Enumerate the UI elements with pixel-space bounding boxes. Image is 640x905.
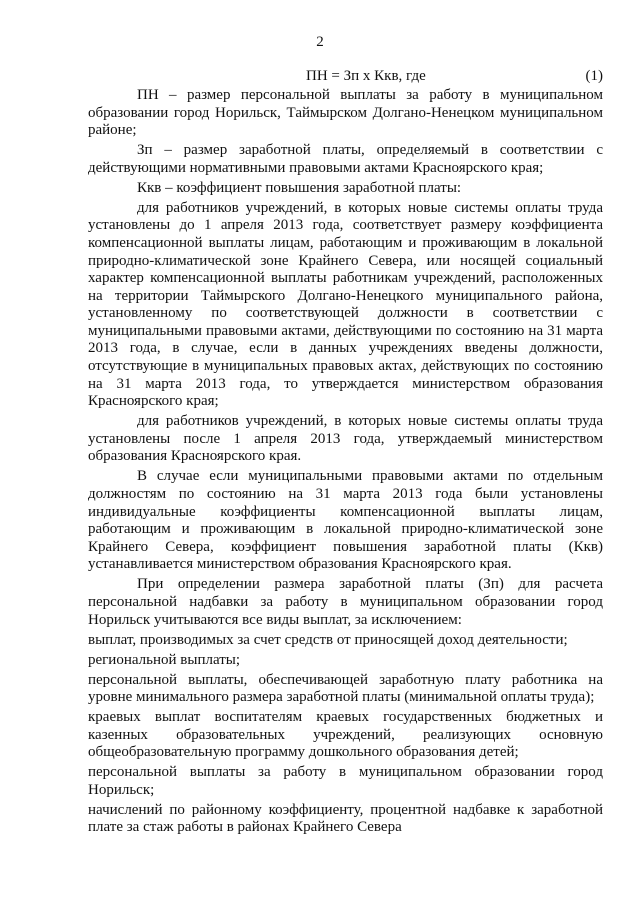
list-item-norilsk-personal-payment: персональной выплаты за работу в муниципальном образовании город Норильск; — [88, 764, 603, 798]
document-body — [88, 87, 603, 837]
paragraph-kkv-definition: Ккв – коэффициент повышения заработной платы: — [137, 179, 462, 196]
paragraph-pn-definition: ПН – размер персональной выплаты за работу в муниципальном образовании город Норильск, Таймырском Долгано-Ненецком муниципальном районе; — [88, 87, 603, 139]
page-number: 2 — [316, 34, 324, 50]
list-item-regional-payment: региональной выплаты; — [88, 651, 241, 668]
formula-line — [88, 68, 603, 88]
paragraph-before-april-2013: для работников учреждений, в которых новые системы оплаты труда установлены до 1 апреля 2013 года, соответствует размеру коэффициента компенсационной выплаты лицам, работающим и проживающим в локальной природно-климатической зоне Крайнего Севера, или носящей социальный характер компенсационной выплаты работникам учреждений, расположенных на территории Таймырского Долгано-Ненецкого муниципального района, установленному по соответствующей должности в соответствии с муниципальными правовыми актами, действующими по состоянию на 31 марта 2013 года, в случае, если в данных учреждениях введены должности, отсутствующие в муниципальных правовых актах, действующих по состоянию на 31 марта 2013 года, то утверждается министерством образования Красноярского края; — [88, 199, 603, 410]
paragraph-after-april-2013: для работников учреждений, в которых новые системы оплаты труда установлены после 1 апреля 2013 года, утверждаемый министерством образования Красноярского края. — [88, 413, 603, 465]
list-item-income-activity: выплат, производимых за счет средств от приносящей доход деятельности; — [88, 631, 568, 648]
list-item-educator-payments: краевых выплат воспитателям краевых государственных бюджетных и казенных образовательных учреждений, реализующих основную общеобразовательную программу дошкольного образования детей; — [88, 709, 603, 761]
paragraph-zp-definition: Зп – размер заработной платы, определяемый в соответствии с действующими нормативными правовыми актами Красноярского края; — [88, 142, 603, 176]
list-item-district-coefficient: начислений по районному коэффициенту, процентной надбавке к заработной плате за стаж работы в районах Крайнего Севера — [88, 801, 603, 836]
list-item-minimum-wage-payment: персональной выплаты, обеспечивающей заработную плату работника на уровне минимального размера заработной платы (минимальной оплаты труда); — [88, 671, 603, 706]
paragraph-salary-determination: При определении размера заработной платы (Зп) для расчета персональной надбавки за работу в муниципальном образовании город Норильск учитываются все виды выплат, за исключением: — [88, 576, 603, 628]
formula-number: (1) — [585, 68, 603, 84]
formula-expression: ПН = Зп х Ккв, где — [306, 68, 426, 84]
paragraph-individual-coefficients: В случае если муниципальными правовыми актами по отдельным должностям по состоянию на 31 марта 2013 года были установлены индивидуальные коэффициенты компенсационной выплаты лицам, работающим и проживающим в локальной природно-климатической зоне Крайнего Севера, коэффициент повышения заработной платы (Ккв) устанавливается министерством образования Красноярского края. — [88, 468, 603, 573]
